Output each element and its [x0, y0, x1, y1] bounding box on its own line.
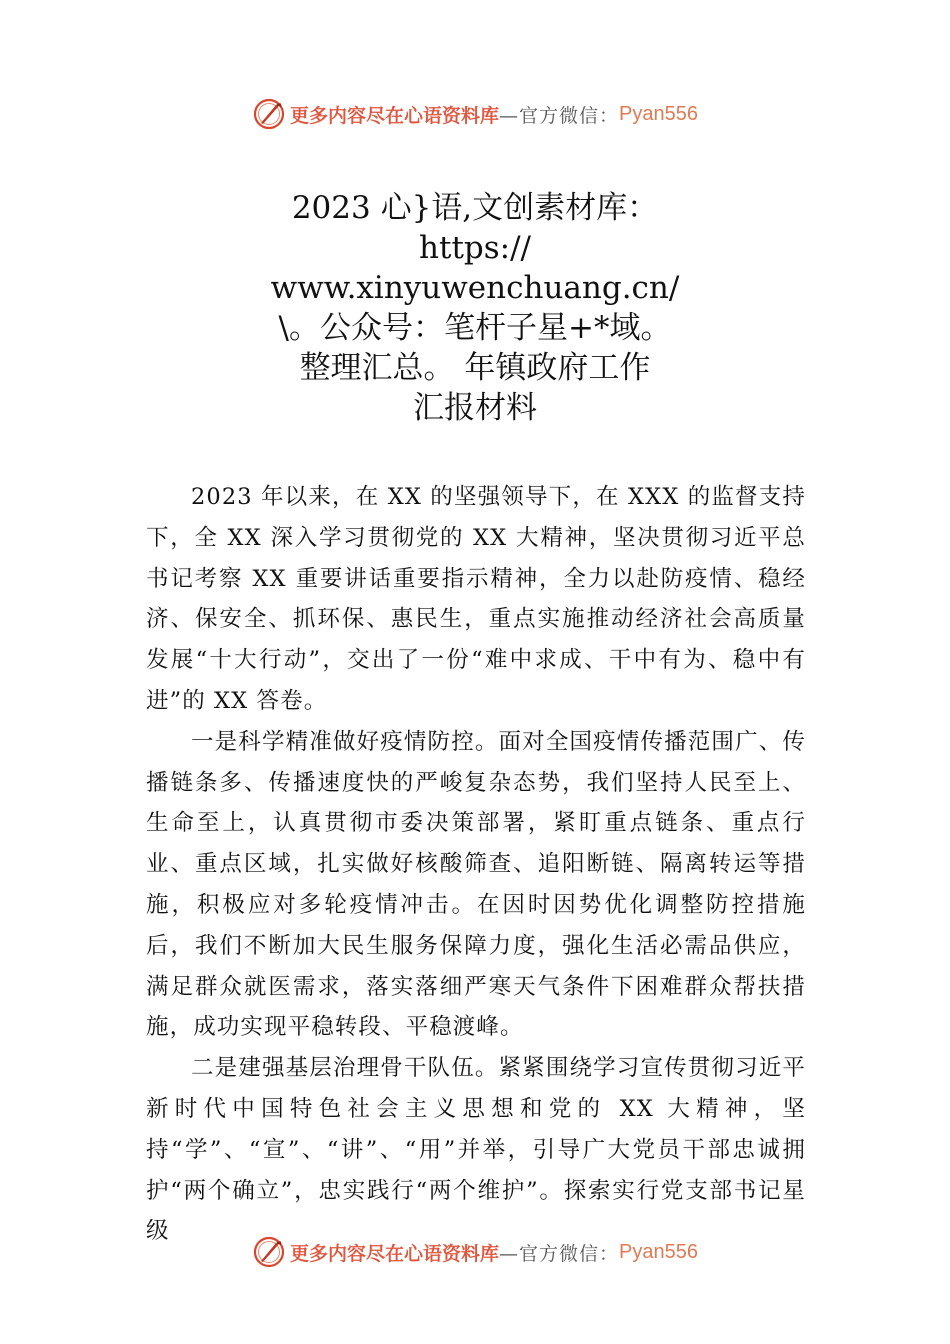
banner-wechat-label: —官方微信：: [499, 1242, 620, 1265]
banner-wechat-id: Pyan556: [619, 1240, 698, 1263]
paragraph-epidemic-control: 一是科学精准做好疫情防控。面对全国疫情传播范围广、传播链条多、传播速度快的严峻复杂态势，我们坚持人民至上、生命至上，认真贯彻市委决策部署，紧盯重点链条、重点行业、重点区域，扎实做好核酸筛查、追阳断链、隔离转运等措施，积极应对多轮疫情冲击。在因时因势优化调整防控措施后，我们不断加大民生服务保障力度，强化生活必需品供应，满足群众就医需求，落实落细严寒天气条件下困难群众帮扶措施，成功实现平稳转段、平稳渡峰。: [146, 728, 806, 1041]
paragraph-grassroots-governance: 二是建强基层治理骨干队伍。紧紧围绕学习宣传贯彻习近平新时代中国特色社会主义思想和党的 XX 大精神，坚持“学”、“宣”、“讲”、“用”并举，引导广大党员干部忠诚拥护“两个确立”，忠实践行“两个维护”。探索实行党支部书记星级: [146, 1055, 806, 1245]
title-line-5: 整理汇总。 年镇政府工作: [299, 350, 651, 386]
footer-watermark-banner: [0, 1232, 950, 1272]
banner-wechat-id: Pyan556: [619, 102, 698, 125]
paragraph-intro: 2023 年以来，在 XX 的坚强领导下，在 XXX 的监督支持下，全 XX 深入学习贯彻党的 XX 大精神，坚决贯彻习近平总书记考察 XX 重要讲话重要指示精神，全力以赴防疫情、稳经济、保安全、抓环保、惠民生，重点实施推动经济社会高质量发展“十大行动”，交出了一份“难中求成、干中有为、稳中有进”的 XX 答卷。: [146, 484, 806, 714]
title-line-4: \。公众号：笔杆子星+*域。: [278, 310, 672, 346]
title-line-2: https://: [419, 230, 531, 266]
document-body: [146, 477, 806, 1252]
quill-seal-logo-icon: [252, 1235, 286, 1269]
title-line-1: 2023 心}语,文创素材库：: [291, 190, 659, 226]
title-line-3: www.xinyuwenchuang.cn/: [270, 270, 680, 306]
quill-seal-logo-icon: [252, 97, 286, 131]
banner-site-text: 更多内容尽在心语资料库: [290, 104, 500, 127]
document-title: [0, 188, 950, 428]
header-watermark-banner: [0, 94, 950, 134]
banner-site-text: 更多内容尽在心语资料库: [290, 1242, 500, 1265]
banner-wechat-label: —官方微信：: [499, 104, 620, 127]
title-line-6: 汇报材料: [413, 390, 537, 426]
